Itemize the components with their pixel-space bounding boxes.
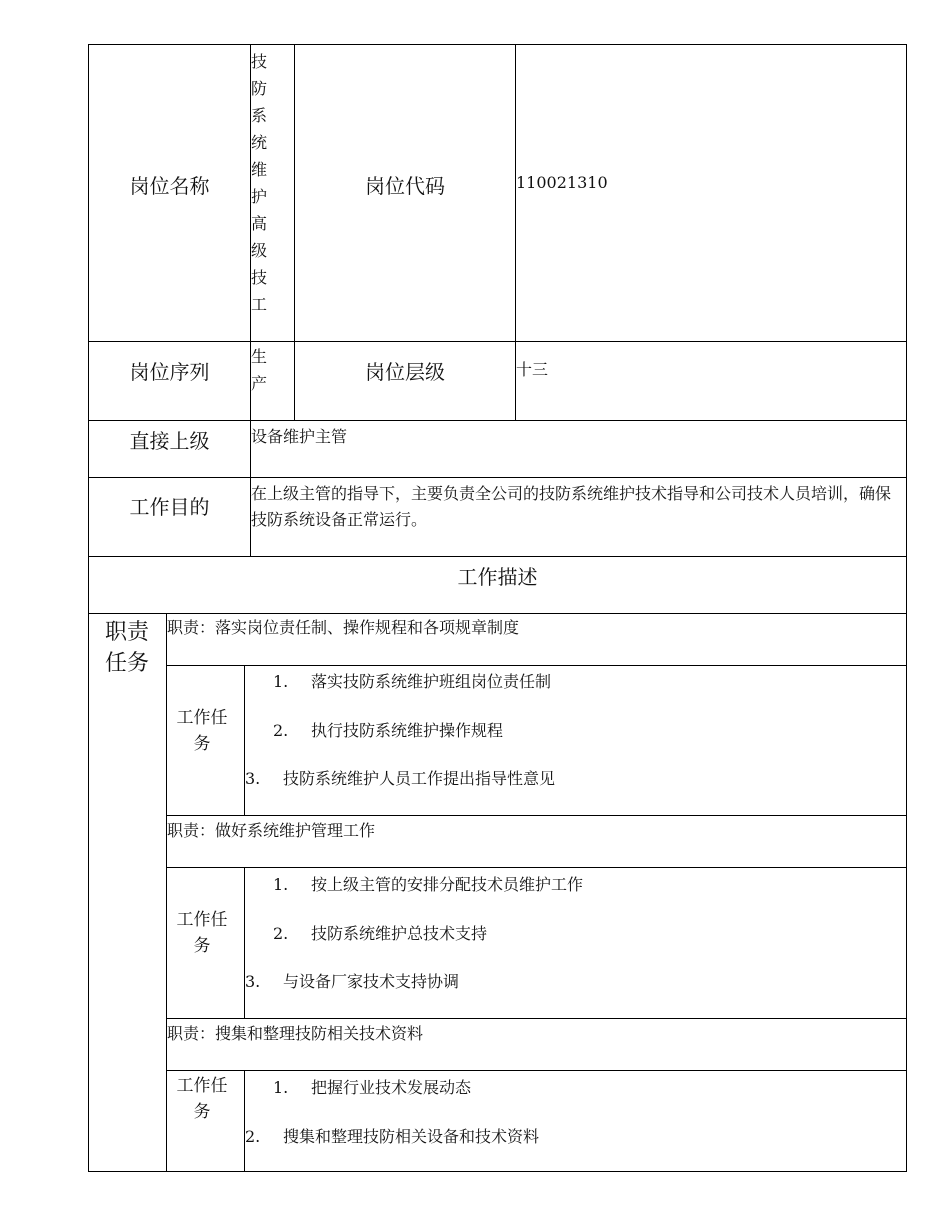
position-name-value: 技防系统维护高级技工 bbox=[251, 52, 268, 314]
task-item bbox=[245, 766, 555, 789]
task-number: 2. bbox=[273, 721, 289, 740]
task-item bbox=[273, 718, 503, 741]
row-divider bbox=[166, 815, 906, 816]
row-divider bbox=[166, 665, 906, 666]
task-label: 工作任务 bbox=[176, 708, 228, 754]
description-title: 工作描述 bbox=[457, 565, 538, 589]
position-code-label: 岗位代码 bbox=[365, 173, 445, 198]
task-text: 把握行业技术发展动态 bbox=[311, 1078, 472, 1097]
row-divider bbox=[89, 613, 906, 614]
level-value: 十三 bbox=[516, 360, 549, 379]
task-text: 搜集和整理技防相关设备和技术资料 bbox=[283, 1127, 540, 1146]
sequence-label: 岗位序列 bbox=[129, 359, 210, 384]
task-item bbox=[245, 1124, 539, 1147]
row-divider bbox=[166, 1018, 906, 1019]
task-number: 3. bbox=[245, 769, 261, 788]
task-number: 2. bbox=[245, 1127, 261, 1146]
task-item bbox=[245, 969, 459, 992]
task-number: 1. bbox=[273, 875, 289, 894]
supervisor-label: 直接上级 bbox=[129, 428, 210, 453]
task-item bbox=[273, 669, 551, 692]
col-divider bbox=[244, 1070, 245, 1171]
task-text: 落实技防系统维护班组岗位责任制 bbox=[311, 672, 552, 691]
supervisor-value: 设备维护主管 bbox=[251, 427, 348, 446]
purpose-label: 工作目的 bbox=[129, 494, 210, 519]
sequence-value: 生产 bbox=[251, 347, 268, 393]
task-label: 工作任务 bbox=[176, 1076, 228, 1122]
task-number: 2. bbox=[273, 924, 289, 943]
position-name-label: 岗位名称 bbox=[129, 173, 210, 198]
duties-label: 职责任务 bbox=[104, 620, 149, 676]
level-label: 岗位层级 bbox=[365, 359, 445, 384]
col-divider bbox=[166, 613, 167, 1171]
purpose-value: 在上级主管的指导下，主要负责全公司的技防系统维护技术指导和公司技术人员培训，确保技防系统设备正常运行。 bbox=[251, 484, 892, 529]
task-text: 执行技防系统维护操作规程 bbox=[311, 721, 504, 740]
row-divider bbox=[166, 867, 906, 868]
task-text: 按上级主管的安排分配技术员维护工作 bbox=[311, 875, 584, 894]
duty-title: 职责：落实岗位责任制、操作规程和各项规章制度 bbox=[167, 618, 520, 637]
job-description-table bbox=[88, 44, 907, 1172]
task-text: 与设备厂家技术支持协调 bbox=[283, 972, 460, 991]
task-text: 技防系统维护人员工作提出指导性意见 bbox=[283, 769, 556, 788]
task-number: 1. bbox=[273, 672, 289, 691]
task-label: 工作任务 bbox=[176, 910, 228, 956]
task-item bbox=[273, 872, 583, 895]
col-divider bbox=[244, 665, 245, 815]
task-number: 1. bbox=[273, 1078, 289, 1097]
duty-title: 职责：做好系统维护管理工作 bbox=[167, 821, 376, 840]
task-item bbox=[273, 921, 487, 944]
task-item bbox=[273, 1075, 471, 1098]
task-number: 3. bbox=[245, 972, 261, 991]
col-divider bbox=[244, 867, 245, 1018]
task-text: 技防系统维护总技术支持 bbox=[311, 924, 488, 943]
position-code-value: 110021310 bbox=[516, 173, 608, 192]
duty-title: 职责：搜集和整理技防相关技术资料 bbox=[167, 1024, 424, 1043]
row-divider bbox=[166, 1070, 906, 1071]
